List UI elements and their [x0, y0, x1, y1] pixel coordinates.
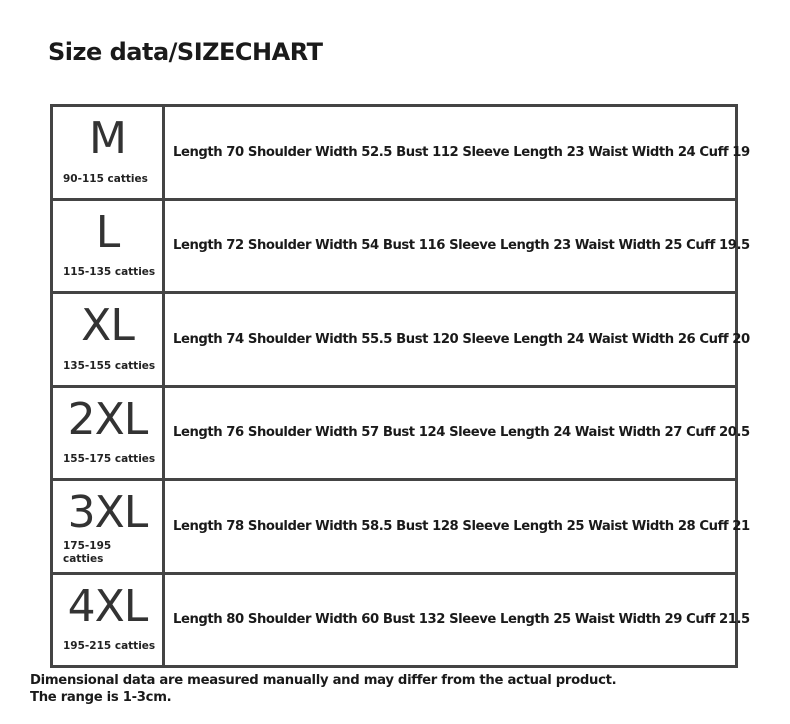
size-cell	[53, 481, 165, 572]
size-label: 2XL	[67, 393, 148, 445]
size-cell	[53, 294, 165, 385]
weight-range: 155-175 catties	[63, 453, 156, 465]
size-label: L	[95, 206, 120, 258]
measurements-text: Length 72 Shoulder Width 54 Bust 116 Sleeve Length 23 Waist Width 25 Cuff 19.5	[173, 238, 750, 254]
measurements-text: Length 70 Shoulder Width 52.5 Bust 112 Sleeve Length 23 Waist Width 24 Cuff 19	[173, 144, 750, 160]
measurements-text: Length 78 Shoulder Width 58.5 Bust 128 Sleeve Length 25 Waist Width 28 Cuff 21	[173, 518, 750, 534]
size-row-2xl	[53, 385, 750, 479]
weight-range: 135-155 catties	[63, 359, 156, 372]
measurements-cell	[165, 294, 750, 385]
size-chart-table	[50, 104, 750, 668]
size-row-4xl	[53, 572, 750, 666]
measurements-cell	[165, 107, 750, 198]
size-label: M	[89, 113, 126, 164]
weight-range: 90-115 catties	[63, 172, 148, 185]
size-label: 3XL	[67, 487, 148, 538]
size-label: 4XL	[67, 580, 148, 632]
size-row-l	[53, 198, 750, 292]
measurements-text: Length 76 Shoulder Width 57 Bust 124 Sleeve Length 24 Waist Width 27 Cuff 20.5	[173, 425, 750, 441]
size-cell	[53, 575, 165, 666]
size-label: XL	[81, 300, 134, 351]
measurement-disclaimer: Dimensional data are measured manually and may differ from the actual product. The range is 1-3cm.	[30, 673, 617, 705]
measurements-cell	[165, 575, 750, 666]
weight-range: 195-215 catties	[63, 640, 156, 652]
size-cell	[53, 388, 165, 479]
measurements-cell	[165, 481, 750, 572]
size-row-3xl	[53, 478, 750, 572]
measurements-cell	[165, 388, 750, 479]
size-cell	[53, 107, 165, 198]
measurements-text: Length 74 Shoulder Width 55.5 Bust 120 Sleeve Length 24 Waist Width 26 Cuff 20	[173, 331, 750, 347]
weight-range: 175-195 catties	[63, 539, 112, 565]
size-row-m	[53, 107, 750, 198]
size-row-xl	[53, 291, 750, 385]
measurements-text: Length 80 Shoulder Width 60 Bust 132 Sleeve Length 25 Waist Width 29 Cuff 21.5	[173, 612, 750, 628]
page-title: Size data/SIZECHART	[48, 38, 323, 66]
size-cell	[53, 201, 165, 292]
weight-range: 115-135 catties	[63, 266, 156, 278]
measurements-cell	[165, 201, 750, 292]
